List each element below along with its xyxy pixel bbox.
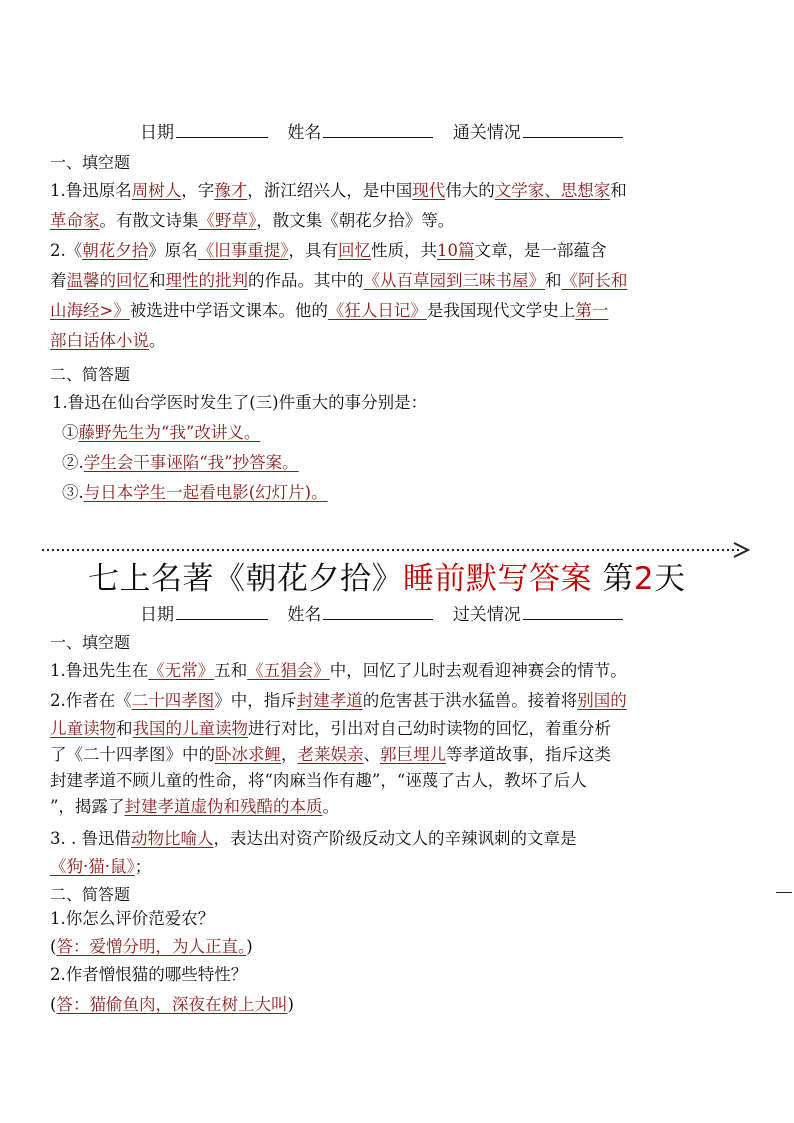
q2-line4: 部白话体小说。 [50,331,166,350]
p2-q2-line2: 儿童读物和我国的儿童读物进行对比，引出对自己幼时读物的回忆，着重分析 [50,719,611,738]
top-header [140,118,623,143]
p2-q2-line4: 封建孝道不顾儿童的性命，将“肉麻当作有趣”，“诬蔑了古人，教坏了后人 [50,771,587,790]
status-label: 通关情况 [452,123,521,143]
p2-q5-question: 2.作者憎恨猫的哪些特性？ [50,965,248,984]
p2-q3-line1: 3. . 鲁迅借动物比喻人，表达出对资产阶级反动文人的辛辣讽刺的文章是 [50,829,577,848]
p2-q2-line3: 了《二十四孝图》中的卧冰求鲤，老莱娱亲、郭巨埋儿等孝道故事，指斥这类 [50,745,611,764]
date-blank[interactable] [176,121,268,138]
p2-q2-line5: ”，揭露了封建孝道虚伪和残酷的本质。 [50,797,339,816]
section-short-answer: 二、简答题 [50,365,131,384]
p2-q2-line1: 2.作者在《二十四孝图》中，指斥封建孝道的危害甚于洪水猛兽。接着将别国的 [50,691,627,710]
margin-dash [776,892,792,893]
answer-1: ①藤野先生为“我”改讲义。 [62,423,261,442]
section-fill-blank: 一、填空题 [50,153,131,172]
status-blank[interactable] [523,121,623,138]
date-label-2: 日期 [140,605,174,625]
name-blank[interactable] [323,121,433,138]
q3-question: 1.鲁迅在仙台学医时发生了(三)件重大的事分别是： [52,393,428,412]
name-blank-2[interactable] [323,603,433,620]
q2-line3: 山海经>》被选进中学语文课本。他的《狂人日记》是我国现代文学史上第一 [50,301,609,320]
status-blank-2[interactable] [523,603,623,620]
q2-line1: 2.《朝花夕拾》原名《旧事重提》，具有回忆性质，共10篇文章，是一部蕴含 [50,241,607,260]
mid-header [140,600,623,625]
q2-line2: 着温馨的回忆和理性的批判的作品。其中的《从百草园到三味书屋》和《阿长和 [50,271,628,290]
p2-answer-4: (答：爱憎分明，为人正直。) [50,937,253,956]
name-label-2: 姓名 [287,605,322,625]
date-blank-2[interactable] [176,603,268,620]
answer-3: ③.与日本学生一起看电影(幻灯片)。 [62,483,328,502]
section-fill-blank-2: 一、填空题 [50,633,131,652]
status-label-2: 过关情况 [452,605,521,625]
name-label: 姓名 [287,123,322,143]
date-label: 日期 [140,123,174,143]
q1-line1: 1.鲁迅原名周树人，字豫才，浙江绍兴人，是中国现代伟大的文学家、思想家和 [50,181,627,200]
q1-line2: 革命家。有散文诗集《野草》，散文集《朝花夕拾》等。 [50,211,455,230]
section-short-answer-2: 二、简答题 [50,885,131,904]
answer-2: ②.学生会干事诬陷“我”抄答案。 [62,453,299,472]
p2-q3-line2: 《狗·猫·鼠》； [50,857,152,876]
p2-q4-question: 1.你怎么评价范爱农？ [50,909,215,928]
p2-answer-5: (答：猫偷鱼肉，深夜在树上大叫) [50,995,294,1014]
page-title: 七上名著《朝花夕拾》睡前默写答案 第2天 [88,561,686,597]
p2-q1-line1: 1.鲁迅先生在《无常》五和《五猖会》中，回忆了儿时去观看迎神赛会的情节。 [50,661,627,680]
